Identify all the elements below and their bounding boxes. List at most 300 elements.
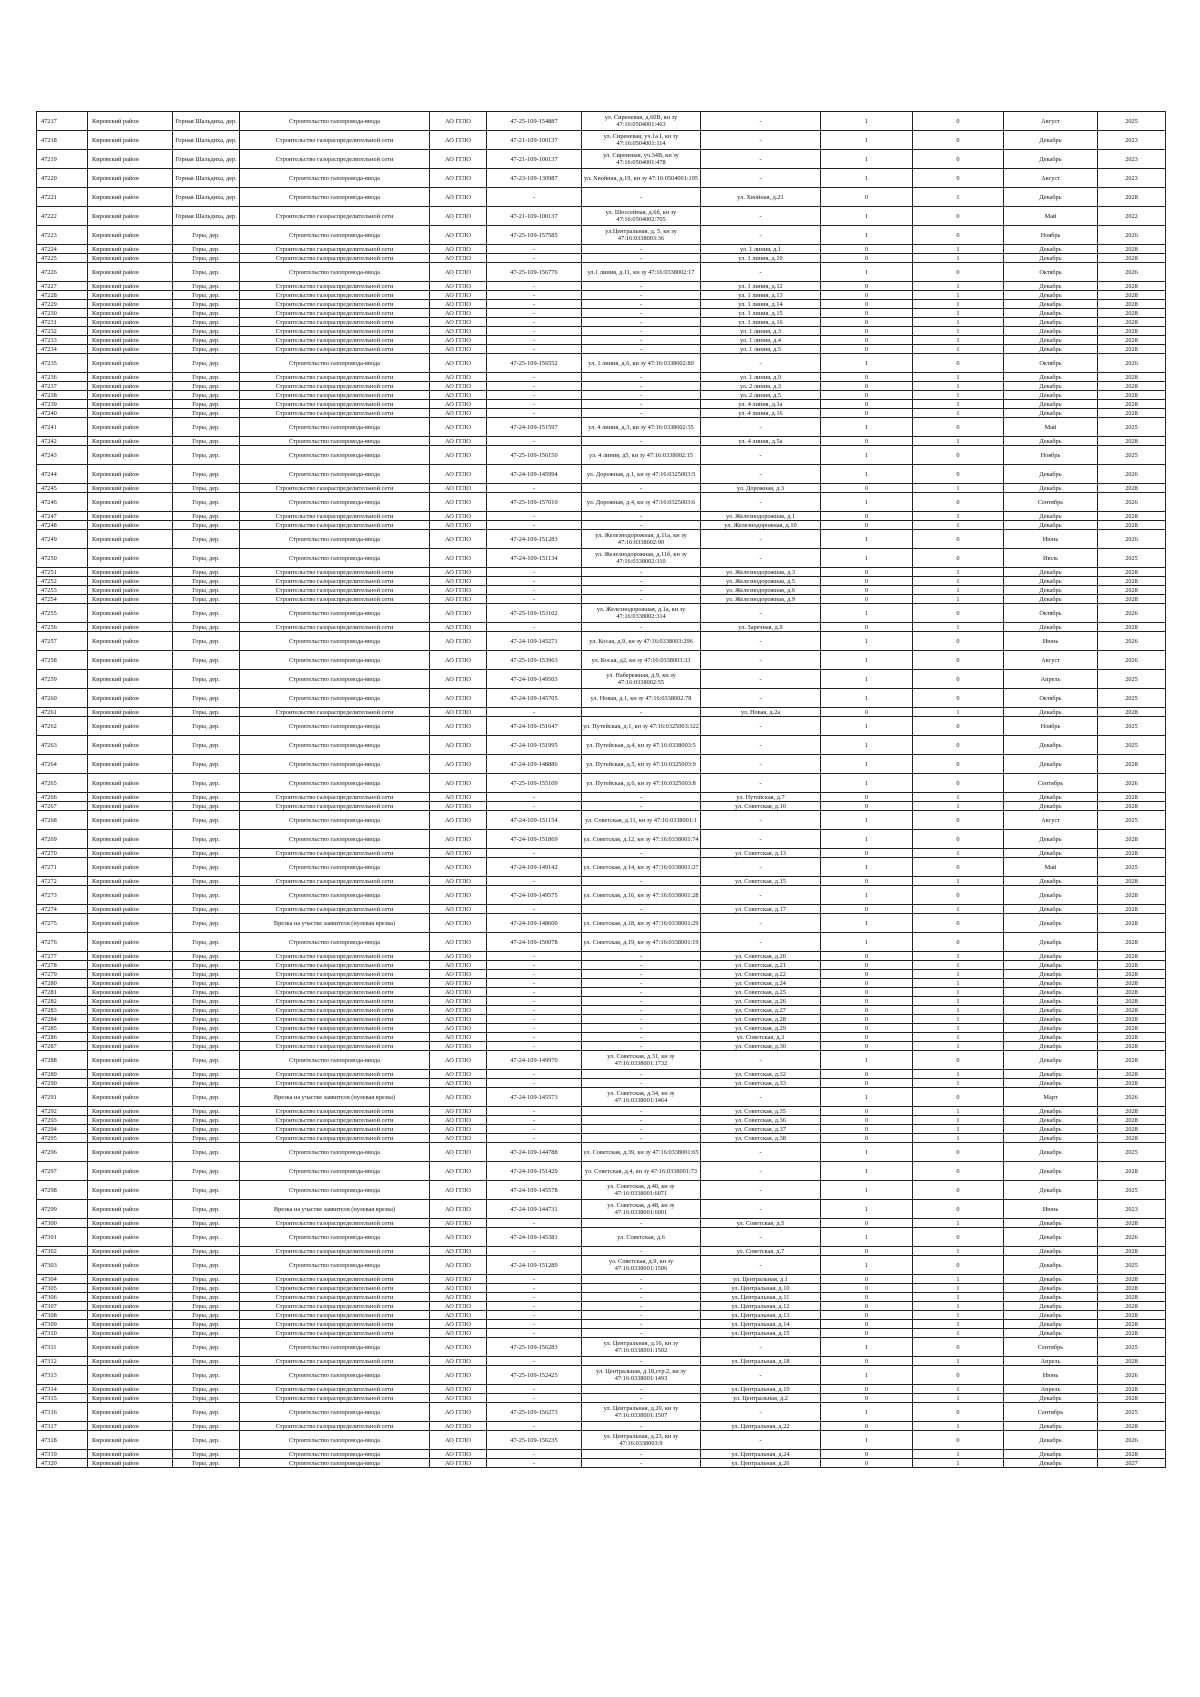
organization-cell: АО ГГЛО — [430, 577, 487, 586]
district-cell: Кировский район — [88, 595, 173, 604]
application-number-cell: 47-21-109-100137 — [487, 207, 582, 226]
planned-count-cell: 1 — [913, 1006, 1004, 1015]
row-number: 47253 — [37, 586, 88, 595]
year-cell: 2028 — [1098, 1107, 1166, 1116]
month-cell: Декабрь — [1004, 905, 1098, 914]
address-cell: ул. Железнодорожная, д.5 — [701, 577, 821, 586]
work-type-cell: Строительство газопровода-ввода — [240, 188, 430, 207]
month-cell: Декабрь — [1004, 1051, 1098, 1070]
work-type-cell: Строительство газопровода-ввода — [240, 263, 430, 282]
district-cell: Кировский район — [88, 512, 173, 521]
district-cell: Кировский район — [88, 1275, 173, 1284]
month-cell: Декабрь — [1004, 755, 1098, 774]
application-number-cell: 47-24-109-149503 — [487, 670, 582, 689]
table-row — [37, 169, 1166, 188]
locality-cell: Горы, дер. — [173, 1293, 240, 1302]
cadastral-address-cell: ул. Путейская, д.6, кн зу 47:16:0325003:8 — [582, 774, 701, 793]
connected-count-cell: 1 — [821, 1143, 913, 1162]
address-cell: ул. Советская, д.13 — [701, 849, 821, 858]
table-row — [37, 1450, 1166, 1459]
year-cell: 2025 — [1098, 446, 1166, 465]
planned-count-cell: 1 — [913, 1042, 1004, 1051]
connected-count-cell: 1 — [821, 830, 913, 849]
table-row — [37, 437, 1166, 446]
district-cell: Кировский район — [88, 207, 173, 226]
table-row — [37, 1143, 1166, 1162]
organization-cell: АО ГГЛО — [430, 512, 487, 521]
cadastral-address-cell: ул. Советская, д.18, кн зу 47:16:0338001:29 — [582, 914, 701, 933]
document-page — [36, 111, 1165, 1468]
row-number: 47299 — [37, 1200, 88, 1219]
year-cell: 2028 — [1098, 382, 1166, 391]
table-row — [37, 263, 1166, 282]
month-cell: Декабрь — [1004, 1219, 1098, 1228]
table-row — [37, 1394, 1166, 1403]
work-type-cell: Строительство газораспределительной сети — [240, 391, 430, 400]
table-row — [37, 961, 1166, 970]
month-cell: Декабрь — [1004, 623, 1098, 632]
month-cell: Декабрь — [1004, 886, 1098, 905]
locality-cell: Горы, дер. — [173, 382, 240, 391]
row-number: 47260 — [37, 689, 88, 708]
planned-count-cell: 1 — [913, 1015, 1004, 1024]
table-row — [37, 391, 1166, 400]
connected-count-cell: 0 — [821, 1079, 913, 1088]
district-cell: Кировский район — [88, 254, 173, 263]
year-cell: 2025 — [1098, 717, 1166, 736]
work-type-cell: Строительство газораспределительной сети — [240, 1134, 430, 1143]
year-cell: 2028 — [1098, 979, 1166, 988]
locality-cell: Горы, дер. — [173, 400, 240, 409]
district-cell: Кировский район — [88, 849, 173, 858]
application-number-cell: - — [487, 997, 582, 1006]
work-type-cell: Строительство газопровода-ввода — [240, 1338, 430, 1357]
organization-cell: АО ГГЛО — [430, 1320, 487, 1329]
year-cell: 2028 — [1098, 933, 1166, 952]
connected-count-cell: 0 — [821, 521, 913, 530]
address-cell: - — [701, 1403, 821, 1422]
row-number: 47300 — [37, 1219, 88, 1228]
application-number-cell: - — [487, 1134, 582, 1143]
application-number-cell: 47-25-109-152425 — [487, 1366, 582, 1385]
planned-count-cell: 1 — [913, 877, 1004, 886]
cadastral-address-cell: ул.Центральная, д. 5, кн зу 47:16:0338003:36 — [582, 226, 701, 245]
application-number-cell: - — [487, 1450, 582, 1459]
address-cell: ул. Советская, д.35 — [701, 1107, 821, 1116]
cadastral-address-cell: - — [582, 1329, 701, 1338]
application-number-cell: - — [487, 1247, 582, 1256]
application-number-cell: - — [487, 970, 582, 979]
district-cell: Кировский район — [88, 345, 173, 354]
organization-cell: АО ГГЛО — [430, 952, 487, 961]
district-cell: Кировский район — [88, 300, 173, 309]
row-number: 47223 — [37, 226, 88, 245]
cadastral-address-cell: ул. Хвойная, д.19, кн зу 47:16:0504001:195 — [582, 169, 701, 188]
address-cell: ул. Центральная, д.22 — [701, 1422, 821, 1431]
district-cell: Кировский район — [88, 1107, 173, 1116]
table-row — [37, 327, 1166, 336]
connected-count-cell: 0 — [821, 291, 913, 300]
planned-count-cell: 0 — [913, 169, 1004, 188]
row-number: 47283 — [37, 1006, 88, 1015]
locality-cell: Горы, дер. — [173, 318, 240, 327]
row-number: 47231 — [37, 318, 88, 327]
cadastral-address-cell: ул. Центральная, д.16, кн зу 47:16:0338001:1502 — [582, 1338, 701, 1357]
application-number-cell: - — [487, 905, 582, 914]
connected-count-cell: 0 — [821, 1311, 913, 1320]
planned-count-cell: 1 — [913, 1293, 1004, 1302]
year-cell: 2028 — [1098, 970, 1166, 979]
district-cell: Кировский район — [88, 1459, 173, 1468]
locality-cell: Горная Шальдиха, дер. — [173, 207, 240, 226]
month-cell: Декабрь — [1004, 586, 1098, 595]
connected-count-cell: 1 — [821, 1162, 913, 1181]
row-number: 47289 — [37, 1070, 88, 1079]
month-cell: Декабрь — [1004, 1116, 1098, 1125]
address-cell: ул. 1 линия, д.3 — [701, 327, 821, 336]
month-cell: Декабрь — [1004, 512, 1098, 521]
row-number: 47292 — [37, 1107, 88, 1116]
month-cell: Декабрь — [1004, 1320, 1098, 1329]
address-cell: ул. Центральная, д.2 — [701, 1394, 821, 1403]
organization-cell: АО ГГЛО — [430, 336, 487, 345]
cadastral-address-cell: - — [582, 961, 701, 970]
application-number-cell: 47-24-109-151283 — [487, 530, 582, 549]
month-cell: Август — [1004, 112, 1098, 131]
planned-count-cell: 1 — [913, 997, 1004, 1006]
month-cell: Октябрь — [1004, 604, 1098, 623]
locality-cell: Горы, дер. — [173, 1450, 240, 1459]
cadastral-address-cell: ул. Сиреневая, уч.34В, кн зу 47:16:0504001:478 — [582, 150, 701, 169]
address-cell: - — [701, 263, 821, 282]
planned-count-cell: 0 — [913, 1256, 1004, 1275]
application-number-cell: - — [487, 1015, 582, 1024]
year-cell: 2025 — [1098, 736, 1166, 755]
work-type-cell: Строительство газораспределительной сети — [240, 1079, 430, 1088]
cadastral-address-cell: ул. Шоссейная, д.6б, кн зу 47:16:0504002:705 — [582, 207, 701, 226]
row-number: 47243 — [37, 446, 88, 465]
planned-count-cell: 1 — [913, 568, 1004, 577]
work-type-cell: Строительство газораспределительной сети — [240, 400, 430, 409]
cadastral-address-cell: - — [582, 1311, 701, 1320]
month-cell: Апрель — [1004, 1385, 1098, 1394]
application-number-cell: 47-24-109-145994 — [487, 465, 582, 484]
table-row — [37, 914, 1166, 933]
locality-cell: Горы, дер. — [173, 530, 240, 549]
row-number: 47275 — [37, 914, 88, 933]
application-number-cell: 47-24-109-144788 — [487, 1143, 582, 1162]
planned-count-cell: 0 — [913, 811, 1004, 830]
work-type-cell: Строительство газораспределительной сети — [240, 997, 430, 1006]
table-row — [37, 188, 1166, 207]
address-cell: ул. Центральная, д.11 — [701, 1293, 821, 1302]
connected-count-cell: 0 — [821, 802, 913, 811]
address-cell: - — [701, 131, 821, 150]
address-cell: - — [701, 418, 821, 437]
application-number-cell: 47-24-109-145578 — [487, 1181, 582, 1200]
connected-count-cell: 0 — [821, 1015, 913, 1024]
table-row — [37, 1042, 1166, 1051]
address-cell: - — [701, 1256, 821, 1275]
year-cell: 2028 — [1098, 391, 1166, 400]
planned-count-cell: 0 — [913, 493, 1004, 512]
locality-cell: Горы, дер. — [173, 970, 240, 979]
year-cell: 2028 — [1098, 1422, 1166, 1431]
planned-count-cell: 0 — [913, 651, 1004, 670]
cadastral-address-cell: - — [582, 1275, 701, 1284]
cadastral-address-cell: - — [582, 1042, 701, 1051]
work-type-cell: Строительство газораспределительной сети — [240, 1311, 430, 1320]
year-cell: 2026 — [1098, 530, 1166, 549]
locality-cell: Горы, дер. — [173, 254, 240, 263]
cadastral-address-cell: ул. Путейская, д.1, кн зу 47:16:0325003:322 — [582, 717, 701, 736]
address-cell: ул. Советская, д.32 — [701, 1070, 821, 1079]
locality-cell: Горы, дер. — [173, 245, 240, 254]
address-cell: - — [701, 858, 821, 877]
month-cell: Декабрь — [1004, 131, 1098, 150]
district-cell: Кировский район — [88, 623, 173, 632]
table-row — [37, 309, 1166, 318]
connected-count-cell: 0 — [821, 849, 913, 858]
year-cell: 2025 — [1098, 1403, 1166, 1422]
row-number: 47312 — [37, 1357, 88, 1366]
district-cell: Кировский район — [88, 1311, 173, 1320]
address-cell: ул. 4 линия, д.1а — [701, 400, 821, 409]
locality-cell: Горы, дер. — [173, 670, 240, 689]
row-number: 47237 — [37, 382, 88, 391]
locality-cell: Горы, дер. — [173, 521, 240, 530]
cadastral-address-cell: - — [582, 1394, 701, 1403]
planned-count-cell: 1 — [913, 1247, 1004, 1256]
connected-count-cell: 0 — [821, 997, 913, 1006]
month-cell: Декабрь — [1004, 245, 1098, 254]
connected-count-cell: 1 — [821, 914, 913, 933]
organization-cell: АО ГГЛО — [430, 1338, 487, 1357]
district-cell: Кировский район — [88, 997, 173, 1006]
locality-cell: Горы, дер. — [173, 811, 240, 830]
planned-count-cell: 0 — [913, 112, 1004, 131]
connected-count-cell: 0 — [821, 484, 913, 493]
year-cell: 2028 — [1098, 595, 1166, 604]
connected-count-cell: 0 — [821, 336, 913, 345]
work-type-cell: Строительство газопровода-ввода — [240, 1450, 430, 1459]
application-number-cell: - — [487, 1006, 582, 1015]
connected-count-cell: 0 — [821, 1357, 913, 1366]
address-cell: ул. Советская, д.22 — [701, 970, 821, 979]
application-number-cell: 47-25-109-156283 — [487, 1338, 582, 1357]
cadastral-address-cell: ул. Советская, д.9, кн зу 47:16:0338001:1506 — [582, 1256, 701, 1275]
connected-count-cell: 1 — [821, 651, 913, 670]
work-type-cell: Строительство газораспределительной сети — [240, 484, 430, 493]
planned-count-cell: 0 — [913, 530, 1004, 549]
cadastral-address-cell: ул. Советская, д.34, кн зу 47:16:0338001:1464 — [582, 1088, 701, 1107]
district-cell: Кировский район — [88, 1228, 173, 1247]
table-row — [37, 774, 1166, 793]
month-cell: Декабрь — [1004, 1431, 1098, 1450]
planned-count-cell: 1 — [913, 586, 1004, 595]
connected-count-cell: 0 — [821, 1042, 913, 1051]
organization-cell: АО ГГЛО — [430, 169, 487, 188]
work-type-cell: Строительство газораспределительной сети — [240, 1394, 430, 1403]
planned-count-cell: 0 — [913, 1403, 1004, 1422]
planned-count-cell: 1 — [913, 708, 1004, 717]
cadastral-address-cell: - — [582, 970, 701, 979]
organization-cell: АО ГГЛО — [430, 1015, 487, 1024]
district-cell: Кировский район — [88, 521, 173, 530]
planned-count-cell: 0 — [913, 1431, 1004, 1450]
locality-cell: Горы, дер. — [173, 1366, 240, 1385]
organization-cell: АО ГГЛО — [430, 1422, 487, 1431]
address-cell: ул. Советская, д.29 — [701, 1024, 821, 1033]
locality-cell: Горы, дер. — [173, 952, 240, 961]
application-number-cell: 47-24-109-145705 — [487, 689, 582, 708]
month-cell: Декабрь — [1004, 465, 1098, 484]
table-row — [37, 409, 1166, 418]
connected-count-cell: 0 — [821, 905, 913, 914]
cadastral-address-cell: - — [582, 1459, 701, 1468]
address-cell: ул. Советская, д.5 — [701, 1219, 821, 1228]
planned-count-cell: 0 — [913, 858, 1004, 877]
row-number: 47271 — [37, 858, 88, 877]
district-cell: Кировский район — [88, 336, 173, 345]
year-cell: 2028 — [1098, 886, 1166, 905]
work-type-cell: Строительство газопровода-ввода — [240, 446, 430, 465]
connected-count-cell: 0 — [821, 708, 913, 717]
row-number: 47245 — [37, 484, 88, 493]
connected-count-cell: 1 — [821, 112, 913, 131]
month-cell: Декабрь — [1004, 988, 1098, 997]
address-cell: - — [701, 886, 821, 905]
address-cell: ул. 1 линия, д.9 — [701, 373, 821, 382]
planned-count-cell: 1 — [913, 905, 1004, 914]
row-number: 47225 — [37, 254, 88, 263]
month-cell: Декабрь — [1004, 802, 1098, 811]
planned-count-cell: 1 — [913, 300, 1004, 309]
district-cell: Кировский район — [88, 188, 173, 207]
year-cell: 2025 — [1098, 689, 1166, 708]
locality-cell: Горы, дер. — [173, 774, 240, 793]
cadastral-address-cell: - — [582, 318, 701, 327]
locality-cell: Горы, дер. — [173, 886, 240, 905]
district-cell: Кировский район — [88, 1320, 173, 1329]
row-number: 47261 — [37, 708, 88, 717]
month-cell: Декабрь — [1004, 577, 1098, 586]
table-row — [37, 1403, 1166, 1422]
month-cell: Декабрь — [1004, 1450, 1098, 1459]
work-type-cell: Строительство газораспределительной сети — [240, 802, 430, 811]
work-type-cell: Строительство газораспределительной сети — [240, 318, 430, 327]
work-type-cell: Строительство газопровода-ввода — [240, 1181, 430, 1200]
month-cell: Декабрь — [1004, 382, 1098, 391]
month-cell: Май — [1004, 858, 1098, 877]
application-number-cell: - — [487, 437, 582, 446]
connected-count-cell: 1 — [821, 263, 913, 282]
organization-cell: АО ГГЛО — [430, 1042, 487, 1051]
application-number-cell: 47-25-109-156273 — [487, 1403, 582, 1422]
row-number: 47282 — [37, 997, 88, 1006]
year-cell: 2028 — [1098, 484, 1166, 493]
work-type-cell: Строительство газопровода-ввода — [240, 774, 430, 793]
work-type-cell: Строительство газораспределительной сети — [240, 1070, 430, 1079]
table-row — [37, 1338, 1166, 1357]
organization-cell: АО ГГЛО — [430, 997, 487, 1006]
locality-cell: Горы, дер. — [173, 905, 240, 914]
locality-cell: Горы, дер. — [173, 1219, 240, 1228]
work-type-cell: Строительство газопровода-ввода — [240, 717, 430, 736]
locality-cell: Горы, дер. — [173, 1143, 240, 1162]
month-cell: Декабрь — [1004, 318, 1098, 327]
organization-cell: АО ГГЛО — [430, 1431, 487, 1450]
locality-cell: Горы, дер. — [173, 446, 240, 465]
row-number: 47246 — [37, 493, 88, 512]
row-number: 47294 — [37, 1125, 88, 1134]
district-cell: Кировский район — [88, 484, 173, 493]
cadastral-address-cell: ул. Советская, д.6 — [582, 1228, 701, 1247]
address-cell: - — [701, 150, 821, 169]
year-cell: 2028 — [1098, 300, 1166, 309]
year-cell: 2028 — [1098, 1051, 1166, 1070]
row-number: 47248 — [37, 521, 88, 530]
month-cell: Июнь — [1004, 1366, 1098, 1385]
district-cell: Кировский район — [88, 263, 173, 282]
row-number: 47263 — [37, 736, 88, 755]
work-type-cell: Строительство газопровода-ввода — [240, 755, 430, 774]
district-cell: Кировский район — [88, 112, 173, 131]
row-number: 47219 — [37, 150, 88, 169]
planned-count-cell: 1 — [913, 970, 1004, 979]
row-number: 47235 — [37, 354, 88, 373]
district-cell: Кировский район — [88, 1006, 173, 1015]
organization-cell: АО ГГЛО — [430, 670, 487, 689]
application-number-cell: 47-25-109-153102 — [487, 604, 582, 623]
year-cell: 2025 — [1098, 858, 1166, 877]
work-type-cell: Строительство газораспределительной сети — [240, 345, 430, 354]
district-cell: Кировский район — [88, 802, 173, 811]
planned-count-cell: 0 — [913, 549, 1004, 568]
organization-cell: АО ГГЛО — [430, 604, 487, 623]
district-cell: Кировский район — [88, 1042, 173, 1051]
work-type-cell: Строительство газопровода-ввода — [240, 437, 430, 446]
cadastral-address-cell: - — [582, 1134, 701, 1143]
row-number: 47301 — [37, 1228, 88, 1247]
work-type-cell: Строительство газораспределительной сети — [240, 336, 430, 345]
planned-count-cell: 1 — [913, 291, 1004, 300]
connected-count-cell: 1 — [821, 465, 913, 484]
table-row — [37, 373, 1166, 382]
cadastral-address-cell: ул. Сиреневая, уч.1а I, кн зу 47:16:0504001:114 — [582, 131, 701, 150]
connected-count-cell: 0 — [821, 793, 913, 802]
cadastral-address-cell: - — [582, 1302, 701, 1311]
cadastral-address-cell: ул. Советская, д.48, кн зу 47:16:0338001:6001 — [582, 1200, 701, 1219]
organization-cell: АО ГГЛО — [430, 493, 487, 512]
organization-cell: АО ГГЛО — [430, 1116, 487, 1125]
organization-cell: АО ГГЛО — [430, 1024, 487, 1033]
work-type-cell: Строительство газопровода-ввода — [240, 632, 430, 651]
organization-cell: АО ГГЛО — [430, 1394, 487, 1403]
application-number-cell: - — [487, 802, 582, 811]
organization-cell: АО ГГЛО — [430, 1385, 487, 1394]
address-cell: ул. Центральная, д.10 — [701, 1284, 821, 1293]
work-type-cell: Строительство газораспределительной сети — [240, 961, 430, 970]
row-number: 47280 — [37, 979, 88, 988]
table-row — [37, 226, 1166, 245]
planned-count-cell: 0 — [913, 354, 1004, 373]
address-cell: - — [701, 755, 821, 774]
planned-count-cell: 0 — [913, 1338, 1004, 1357]
connected-count-cell: 0 — [821, 245, 913, 254]
address-cell: - — [701, 1181, 821, 1200]
connected-count-cell: 0 — [821, 400, 913, 409]
